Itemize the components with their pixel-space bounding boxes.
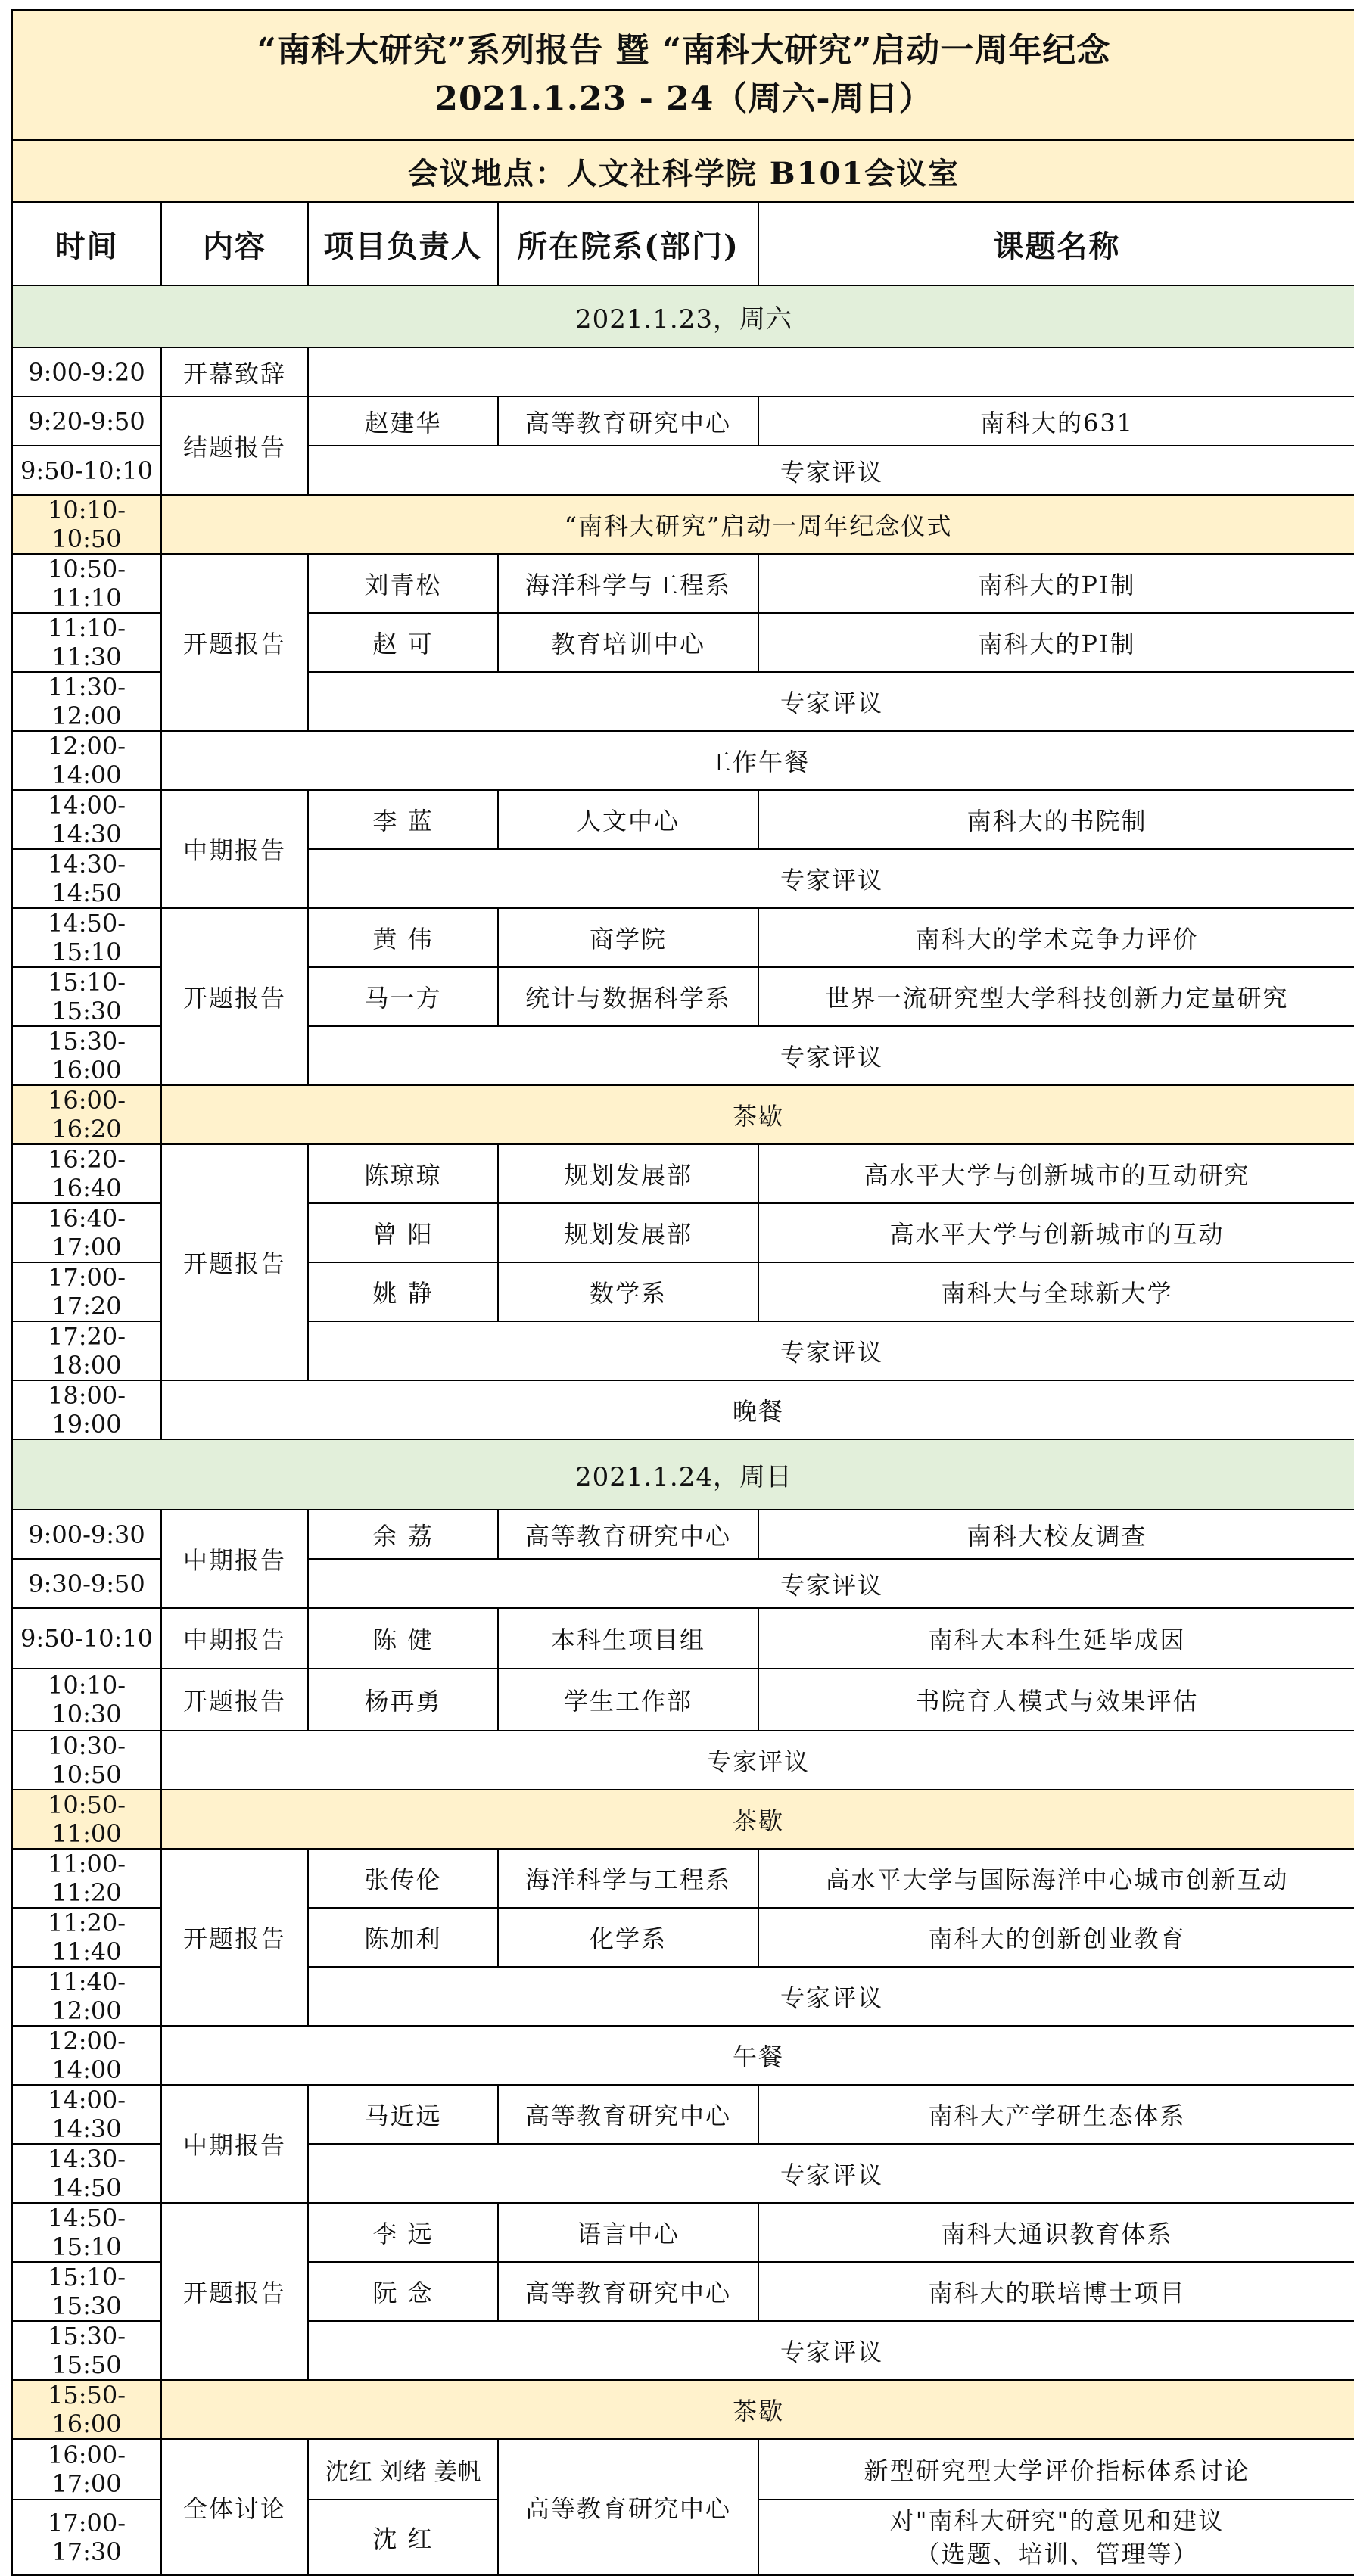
time-cell: 15:10-15:30 (12, 967, 161, 1026)
time-cell: 11:20-11:40 (12, 1908, 161, 1967)
leader-cell: 马近远 (308, 2085, 498, 2144)
time-cell: 14:00-14:30 (12, 790, 161, 849)
time-cell: 14:50-15:10 (12, 908, 161, 967)
content-cell: 全体讨论 (161, 2439, 308, 2575)
department-cell: 高等教育研究中心 (498, 2262, 758, 2321)
time-cell: 12:00-14:00 (12, 2026, 161, 2085)
leader-cell: 阮 念 (308, 2262, 498, 2321)
department-cell: 高等教育研究中心 (498, 2439, 758, 2575)
department-cell: 语言中心 (498, 2203, 758, 2262)
leader-cell: 陈 健 (308, 1608, 498, 1669)
table-row (12, 1144, 1354, 1203)
department-cell: 规划发展部 (498, 1203, 758, 1262)
department-cell: 本科生项目组 (498, 1608, 758, 1669)
content-cell: 开题报告 (161, 1669, 308, 1731)
table-row (12, 495, 1354, 554)
review-cell: 专家评议 (308, 1026, 1354, 1085)
review-cell: 专家评议 (308, 2144, 1354, 2203)
time-cell: 10:30-10:50 (12, 1731, 161, 1790)
time-cell: 9:00-9:20 (12, 347, 161, 397)
topic-cell: 南科大的创新创业教育 (758, 1908, 1354, 1967)
table-row (12, 1380, 1354, 1439)
leader-cell: 马一方 (308, 967, 498, 1026)
time-cell: 15:30-15:50 (12, 2321, 161, 2380)
time-cell: 15:50-16:00 (12, 2380, 161, 2439)
department-cell: 海洋科学与工程系 (498, 1849, 758, 1908)
time-cell: 16:00-17:00 (12, 2439, 161, 2500)
time-cell: 17:20-18:00 (12, 1321, 161, 1380)
time-cell: 9:50-10:10 (12, 446, 161, 495)
topic-cell: 世界一流研究型大学科技创新力定量研究 (758, 967, 1354, 1026)
table-row (12, 2026, 1354, 2085)
leader-cell: 李 远 (308, 2203, 498, 2262)
topic-cell: 南科大通识教育体系 (758, 2203, 1354, 2262)
table-row (12, 347, 1354, 397)
schedule-document (11, 9, 1354, 2576)
header-time: 时间 (12, 202, 161, 285)
time-cell: 15:10-15:30 (12, 2262, 161, 2321)
table-row (12, 2085, 1354, 2144)
department-cell: 高等教育研究中心 (498, 1510, 758, 1559)
ceremony-cell: “南科大研究”启动一周年纪念仪式 (161, 495, 1354, 554)
time-cell: 15:30-16:00 (12, 1026, 161, 1085)
topic-cell: 南科大与全球新大学 (758, 1262, 1354, 1321)
topic-line-1: 对"南科大研究"的意见和建议 (889, 2506, 1225, 2535)
topic-cell: 高水平大学与国际海洋中心城市创新互动 (758, 1849, 1354, 1908)
content-cell: 中期报告 (161, 1608, 308, 1669)
review-cell: 专家评议 (308, 1967, 1354, 2026)
time-cell: 17:00-17:20 (12, 1262, 161, 1321)
time-cell: 11:10-11:30 (12, 613, 161, 672)
time-cell: 10:10-10:30 (12, 1669, 161, 1731)
schedule-table (11, 9, 1354, 2576)
table-row (12, 2439, 1354, 2500)
review-cell: 专家评议 (308, 672, 1354, 731)
topic-cell: 南科大的PI制 (758, 554, 1354, 613)
table-row (12, 1085, 1354, 1144)
content-cell: 中期报告 (161, 2085, 308, 2203)
time-cell: 14:30-14:50 (12, 2144, 161, 2203)
department-cell: 统计与数据科学系 (498, 967, 758, 1026)
department-cell: 高等教育研究中心 (498, 2085, 758, 2144)
department-cell: 人文中心 (498, 790, 758, 849)
header-department: 所在院系(部门) (498, 202, 758, 285)
leader-cell: 沈红 刘绪 姜帆 (308, 2439, 498, 2500)
empty-cell (308, 347, 1354, 397)
content-cell: 中期报告 (161, 790, 308, 908)
table-row (12, 2203, 1354, 2262)
document-title (12, 10, 1354, 140)
venue-label: 会议地点：人文社科学院 B101会议室 (12, 140, 1354, 202)
department-cell: 海洋科学与工程系 (498, 554, 758, 613)
time-cell: 16:40-17:00 (12, 1203, 161, 1262)
content-cell: 开题报告 (161, 1849, 308, 2026)
time-cell: 10:10-10:50 (12, 495, 161, 554)
department-cell: 规划发展部 (498, 1144, 758, 1203)
time-cell: 14:50-15:10 (12, 2203, 161, 2262)
topic-cell: 南科大的联培博士项目 (758, 2262, 1354, 2321)
time-cell: 14:30-14:50 (12, 849, 161, 908)
topic-cell: 高水平大学与创新城市的互动研究 (758, 1144, 1354, 1203)
leader-cell: 余 荔 (308, 1510, 498, 1559)
time-cell: 11:00-11:20 (12, 1849, 161, 1908)
time-cell: 9:50-10:10 (12, 1608, 161, 1669)
meal-cell: 午餐 (161, 2026, 1354, 2085)
leader-cell: 陈琼琼 (308, 1144, 498, 1203)
time-cell: 18:00-19:00 (12, 1380, 161, 1439)
review-cell: 专家评议 (308, 2321, 1354, 2380)
topic-cell: 南科大的PI制 (758, 613, 1354, 672)
time-cell: 9:00-9:30 (12, 1510, 161, 1559)
day-header-row (12, 1439, 1354, 1510)
department-cell: 化学系 (498, 1908, 758, 1967)
venue-row (12, 140, 1354, 202)
title-line-1: “南科大研究”系列报告 暨 “南科大研究”启动一周年纪念 (257, 31, 1111, 70)
break-cell: 茶歇 (161, 2380, 1354, 2439)
leader-cell: 沈 红 (308, 2500, 498, 2575)
title-row (12, 10, 1354, 140)
day-header-row (12, 285, 1354, 347)
table-row (12, 1608, 1354, 1669)
time-cell: 14:00-14:30 (12, 2085, 161, 2144)
table-row (12, 1790, 1354, 1849)
leader-cell: 黄 伟 (308, 908, 498, 967)
meal-cell: 工作午餐 (161, 731, 1354, 790)
review-cell: 专家评议 (161, 1731, 1354, 1790)
table-row (12, 790, 1354, 849)
leader-cell: 杨再勇 (308, 1669, 498, 1731)
day-label: 2021.1.23，周六 (12, 285, 1354, 347)
title-line-2: 2021.1.23 - 24（周六-周日） (434, 79, 933, 118)
content-cell: 开题报告 (161, 554, 308, 731)
topic-cell: 南科大的学术竞争力评价 (758, 908, 1354, 967)
review-cell: 专家评议 (308, 1321, 1354, 1380)
content-cell: 开题报告 (161, 1144, 308, 1380)
department-cell: 学生工作部 (498, 1669, 758, 1731)
time-cell: 16:00-16:20 (12, 1085, 161, 1144)
table-row (12, 1510, 1354, 1559)
topic-cell: 南科大的631 (758, 397, 1354, 446)
table-row (12, 1731, 1354, 1790)
department-cell: 高等教育研究中心 (498, 397, 758, 446)
table-row (12, 731, 1354, 790)
content-cell: 中期报告 (161, 1510, 308, 1608)
leader-cell: 刘青松 (308, 554, 498, 613)
header-topic: 课题名称 (758, 202, 1354, 285)
table-row (12, 1669, 1354, 1731)
table-row (12, 2380, 1354, 2439)
leader-cell: 赵 可 (308, 613, 498, 672)
content-cell: 开题报告 (161, 908, 308, 1085)
time-cell: 9:30-9:50 (12, 1559, 161, 1608)
time-cell: 11:30-12:00 (12, 672, 161, 731)
break-cell: 茶歇 (161, 1085, 1354, 1144)
content-cell: 结题报告 (161, 397, 308, 495)
time-cell: 9:20-9:50 (12, 397, 161, 446)
department-cell: 商学院 (498, 908, 758, 967)
topic-cell: 书院育人模式与效果评估 (758, 1669, 1354, 1731)
break-cell: 茶歇 (161, 1790, 1354, 1849)
meal-cell: 晚餐 (161, 1380, 1354, 1439)
header-leader: 项目负责人 (308, 202, 498, 285)
review-cell: 专家评议 (308, 849, 1354, 908)
day-label: 2021.1.24，周日 (12, 1439, 1354, 1510)
review-cell: 专家评议 (308, 446, 1354, 495)
leader-cell: 曾 阳 (308, 1203, 498, 1262)
time-cell: 16:20-16:40 (12, 1144, 161, 1203)
content-cell: 开题报告 (161, 2203, 308, 2380)
time-cell: 11:40-12:00 (12, 1967, 161, 2026)
time-cell: 17:00-17:30 (12, 2500, 161, 2575)
leader-cell: 张传伦 (308, 1849, 498, 1908)
header-row (12, 202, 1354, 285)
leader-cell: 姚 静 (308, 1262, 498, 1321)
department-cell: 数学系 (498, 1262, 758, 1321)
topic-cell: 南科大产学研生态体系 (758, 2085, 1354, 2144)
leader-cell: 陈加利 (308, 1908, 498, 1967)
topic-line-2: （选题、培训、管理等） (915, 2540, 1199, 2568)
topic-cell: 南科大本科生延毕成因 (758, 1608, 1354, 1669)
department-cell: 教育培训中心 (498, 613, 758, 672)
topic-cell (758, 2500, 1354, 2575)
leader-cell: 赵建华 (308, 397, 498, 446)
leader-cell: 李 蓝 (308, 790, 498, 849)
topic-cell: 南科大校友调查 (758, 1510, 1354, 1559)
content-cell: 开幕致辞 (161, 347, 308, 397)
table-row (12, 908, 1354, 967)
time-cell: 10:50-11:00 (12, 1790, 161, 1849)
header-content: 内容 (161, 202, 308, 285)
review-cell: 专家评议 (308, 1559, 1354, 1608)
time-cell: 12:00-14:00 (12, 731, 161, 790)
table-row (12, 397, 1354, 446)
topic-cell: 高水平大学与创新城市的互动 (758, 1203, 1354, 1262)
table-row (12, 554, 1354, 613)
topic-cell: 新型研究型大学评价指标体系讨论 (758, 2439, 1354, 2500)
topic-cell: 南科大的书院制 (758, 790, 1354, 849)
time-cell: 10:50-11:10 (12, 554, 161, 613)
table-row (12, 1849, 1354, 1908)
